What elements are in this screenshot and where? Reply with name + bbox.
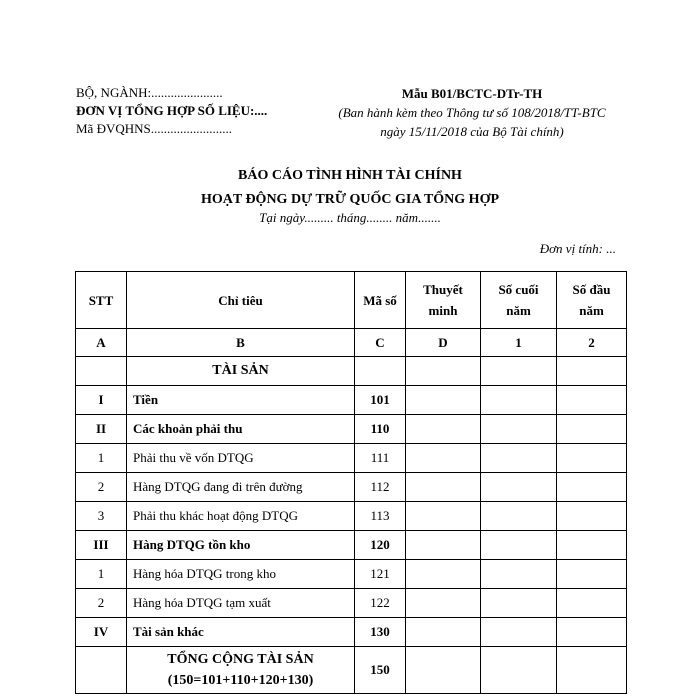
cell-start-value	[557, 531, 627, 560]
cell-stt: II	[76, 415, 127, 444]
total-assets-row	[76, 647, 627, 694]
cell-stt: 2	[76, 473, 127, 502]
column-letter-row	[76, 329, 627, 357]
cell-code: 111	[355, 444, 406, 473]
section-row-assets	[76, 357, 627, 386]
cell-start-value	[557, 444, 627, 473]
cell-end-value	[481, 531, 557, 560]
report-title-line-2: HOẠT ĐỘNG DỰ TRỮ QUỐC GIA TỔNG HỢP	[200, 192, 500, 207]
cell-indicator: Hàng hóa DTQG trong kho	[127, 560, 355, 589]
cell-indicator: Hàng DTQG đang đi trên đường	[127, 473, 355, 502]
cell-note	[406, 531, 481, 560]
col-letter: B	[127, 329, 355, 357]
cell-start-value	[557, 618, 627, 647]
table-row	[76, 589, 627, 618]
total-assets-label	[127, 647, 355, 694]
table-row	[76, 444, 627, 473]
cell-end-value	[481, 444, 557, 473]
cell-start-value	[557, 386, 627, 415]
cell-code: 101	[355, 386, 406, 415]
cell-code: 122	[355, 589, 406, 618]
cell-note	[406, 589, 481, 618]
circular-reference: (Ban hành kèm theo Thông tư số 108/2018/TT-BTC	[338, 105, 606, 120]
cell-start-value	[557, 647, 627, 694]
report-title-line-1: BÁO CÁO TÌNH HÌNH TÀI CHÍNH	[238, 168, 462, 183]
cell-indicator: Phải thu về vốn DTQG	[127, 444, 355, 473]
cell-end-value	[481, 647, 557, 694]
cell-note	[406, 560, 481, 589]
cell-indicator: Hàng DTQG tồn kho	[127, 531, 355, 560]
issuer-block	[76, 84, 267, 138]
table-row	[76, 502, 627, 531]
cell-end-value	[481, 618, 557, 647]
cell-indicator: Tài sản khác	[127, 618, 355, 647]
cell-stt: 2	[76, 589, 127, 618]
total-assets-formula: (150=101+110+120+130)	[167, 673, 314, 688]
cell-start-value	[557, 560, 627, 589]
cell-indicator: Tiền	[127, 386, 355, 415]
section-title: TÀI SẢN	[127, 357, 355, 386]
cell-note	[406, 618, 481, 647]
cell-note	[406, 444, 481, 473]
cell-stt: 3	[76, 502, 127, 531]
unit-of-measure: Đơn vị tính: ...	[539, 241, 616, 256]
cell-note	[406, 502, 481, 531]
cell-end-value	[481, 357, 557, 386]
cell-end-value	[481, 502, 557, 531]
cell-end-value	[481, 473, 557, 502]
cell-note	[406, 473, 481, 502]
col-header-start-of-year: Số đầu năm	[557, 272, 627, 329]
cell-indicator: Hàng hóa DTQG tạm xuất	[127, 589, 355, 618]
total-assets-title: TỔNG CỘNG TÀI SẢN	[167, 652, 314, 667]
col-letter: C	[355, 329, 406, 357]
col-header-code: Mã số	[355, 272, 406, 329]
col-header-indicator: Chỉ tiêu	[127, 272, 355, 329]
cell-end-value	[481, 415, 557, 444]
cell-start-value	[557, 473, 627, 502]
col-letter: A	[76, 329, 127, 357]
col-header-note: Thuyết minh	[406, 272, 481, 329]
report-period: Tại ngày......... tháng........ năm.......	[259, 210, 441, 225]
budget-unit-code-label: Mã ĐVQHNS.........................	[76, 121, 232, 136]
cell-indicator: Phải thu khác hoạt động DTQG	[127, 502, 355, 531]
cell-stt	[76, 647, 127, 694]
col-header-end-of-year: Số cuối năm	[481, 272, 557, 329]
table-row	[76, 618, 627, 647]
financial-report-table	[75, 271, 627, 694]
table-row	[76, 415, 627, 444]
circular-date: ngày 15/11/2018 của Bộ Tài chính)	[380, 124, 564, 139]
form-info-block	[320, 84, 624, 141]
cell-code: 110	[355, 415, 406, 444]
col-letter: D	[406, 329, 481, 357]
aggregating-unit-label: ĐƠN VỊ TỔNG HỢP SỐ LIỆU:....	[76, 103, 268, 118]
table-row	[76, 560, 627, 589]
ministry-label: BỘ, NGÀNH:......................	[76, 85, 223, 100]
cell-code: 112	[355, 473, 406, 502]
table-row	[76, 473, 627, 502]
cell-note	[406, 386, 481, 415]
cell-code: 130	[355, 618, 406, 647]
form-code: Mẫu B01/BCTC-DTr-TH	[401, 86, 543, 101]
cell-note	[406, 415, 481, 444]
cell-code	[355, 357, 406, 386]
cell-stt: 1	[76, 560, 127, 589]
col-letter: 2	[557, 329, 627, 357]
cell-start-value	[557, 357, 627, 386]
cell-code: 150	[355, 647, 406, 694]
table-header-row	[76, 272, 627, 329]
cell-code: 113	[355, 502, 406, 531]
cell-code: 120	[355, 531, 406, 560]
cell-start-value	[557, 502, 627, 531]
table-row	[76, 386, 627, 415]
cell-indicator: Các khoản phải thu	[127, 415, 355, 444]
cell-start-value	[557, 589, 627, 618]
cell-stt: III	[76, 531, 127, 560]
cell-end-value	[481, 386, 557, 415]
cell-end-value	[481, 560, 557, 589]
cell-stt: IV	[76, 618, 127, 647]
cell-start-value	[557, 415, 627, 444]
cell-end-value	[481, 589, 557, 618]
col-header-stt: STT	[76, 272, 127, 329]
cell-stt: I	[76, 386, 127, 415]
cell-stt: 1	[76, 444, 127, 473]
cell-note	[406, 647, 481, 694]
table-row	[76, 531, 627, 560]
cell-code: 121	[355, 560, 406, 589]
cell-stt	[76, 357, 127, 386]
cell-note	[406, 357, 481, 386]
col-letter: 1	[481, 329, 557, 357]
report-title	[0, 164, 700, 212]
